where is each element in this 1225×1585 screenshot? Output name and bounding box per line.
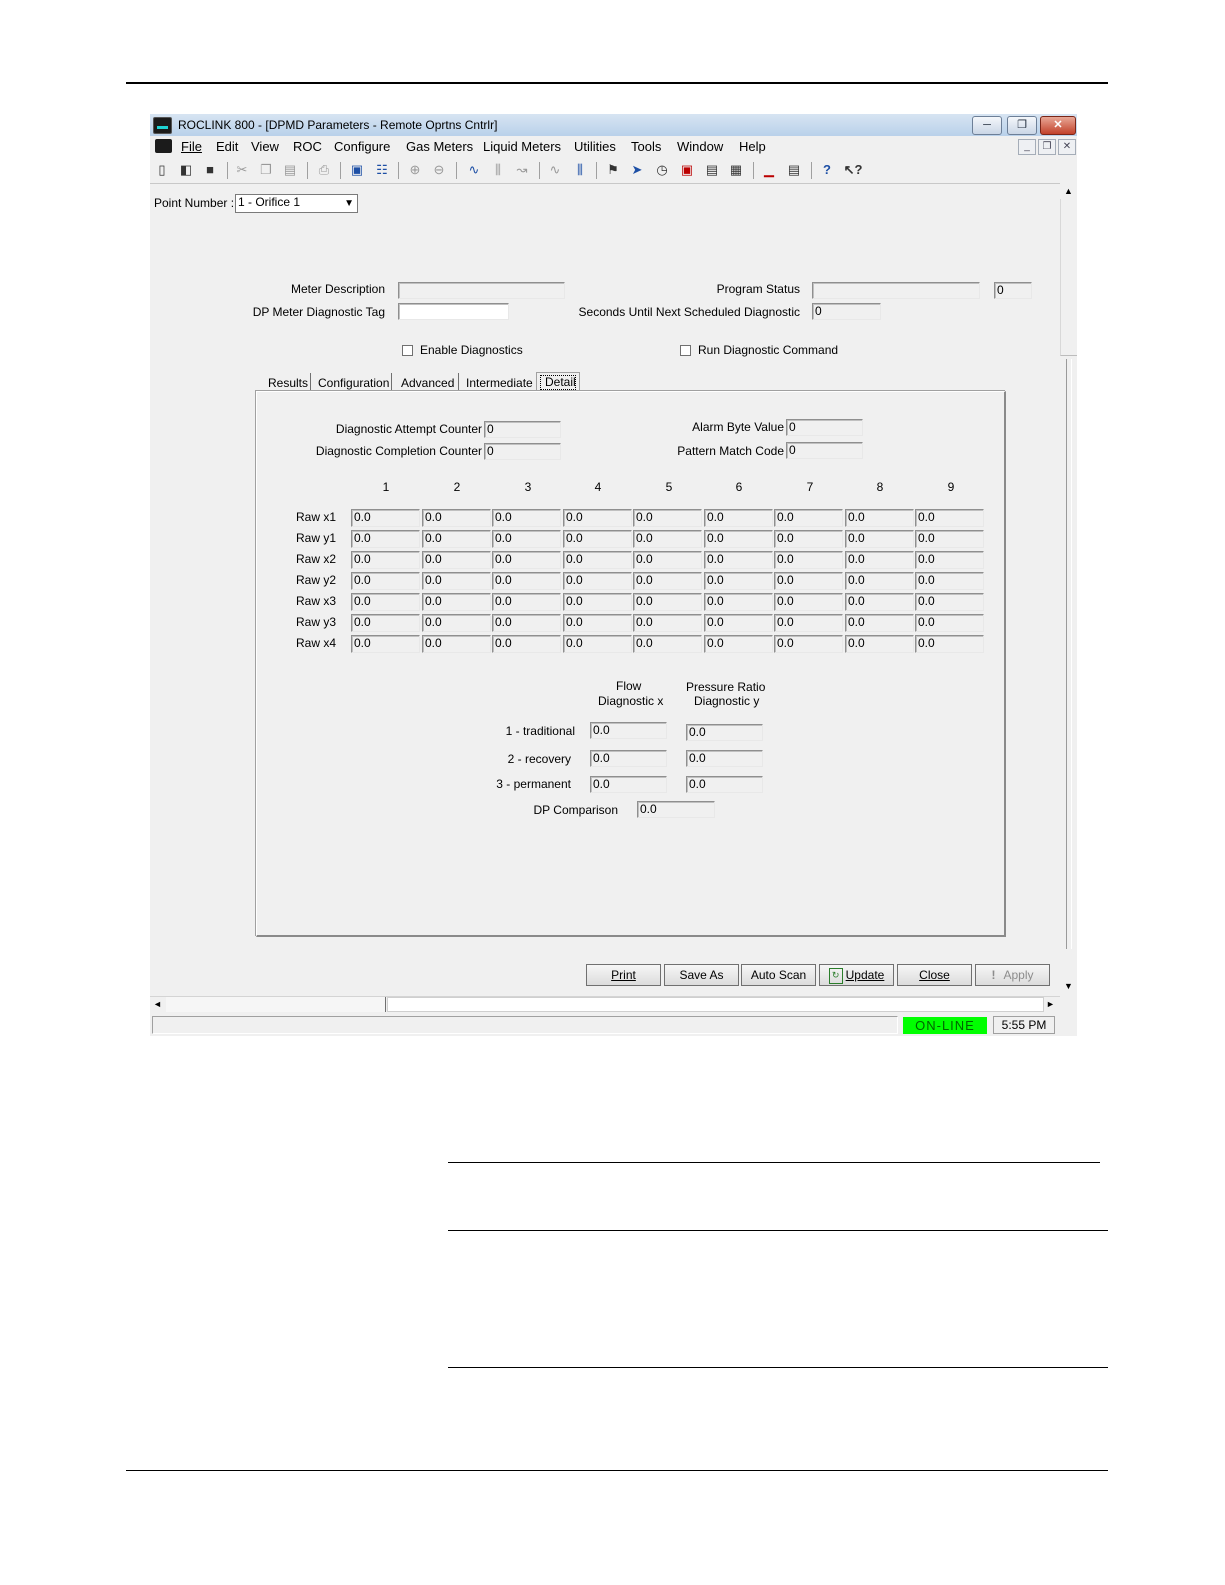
title-bar[interactable] [150,114,1077,136]
raw-cell-field[interactable]: 0.0 [633,509,702,527]
raw-cell-field[interactable]: 0.0 [845,635,914,653]
run-diagnostic-label: Run Diagnostic Command [698,343,839,357]
enable-diagnostics-checkbox[interactable] [402,345,413,356]
raw-cell-field[interactable]: 0.0 [774,572,843,590]
auto-scan-button-label: Auto Scan [750,968,807,982]
column-header: 9 [947,480,955,494]
chevron-down-icon[interactable]: ▼ [344,198,354,209]
raw-cell-field[interactable]: 0.0 [774,551,843,569]
raw-cell-field[interactable]: 0.0 [704,593,773,611]
application-window [150,114,1077,1036]
raw-cell-field[interactable]: 0.0 [422,509,491,527]
raw-cell-field[interactable]: 0.0 [845,572,914,590]
attempt-counter-field[interactable]: 0 [484,421,561,438]
alarm-byte-label: Alarm Byte Value [692,420,784,434]
program-status-field[interactable] [812,282,980,299]
menu-file[interactable] [181,139,202,154]
vertical-scroll-track[interactable] [1066,359,1072,949]
flow-diag-x-field[interactable]: 0.0 [590,722,667,739]
raw-cell-field[interactable]: 0.0 [563,509,632,527]
online-status-badge: ON-LINE [903,1017,987,1034]
maximize-button[interactable]: ❐ [1007,116,1037,135]
raw-row-label: Raw x1 [296,510,337,524]
pressure-diag-y-field[interactable]: 0.0 [686,750,763,767]
raw-cell-field[interactable]: 0.0 [915,614,984,632]
raw-cell-field[interactable]: 0.0 [915,530,984,548]
raw-cell-field[interactable]: 0.0 [774,593,843,611]
document-rule [448,1367,1108,1368]
seconds-until-next-field[interactable]: 0 [812,303,881,320]
toolbar-separator [227,162,228,179]
raw-cell-field[interactable]: 0.0 [563,635,632,653]
dp-tag-label: DP Meter Diagnostic Tag [252,305,385,319]
refresh-icon: ↻ [829,968,843,984]
raw-cell-field[interactable]: 0.0 [845,551,914,569]
toolbar [150,157,1077,184]
point-number-label: Point Number : [154,196,235,210]
menu-bar [150,136,1077,157]
raw-cell-field[interactable]: 0.0 [915,572,984,590]
raw-cell-field[interactable]: 0.0 [492,593,561,611]
auto-scan-button[interactable] [741,964,816,986]
clock-icon[interactable]: ◷ [656,162,668,177]
save-as-button-label: Save As [679,968,724,982]
menu-roc[interactable]: ROC [293,139,322,154]
run-diagnostic-checkbox[interactable] [680,345,691,356]
raw-cell-field[interactable]: 0.0 [563,530,632,548]
tree-icon[interactable]: ☷ [376,162,388,177]
program-status-label: Program Status [716,282,800,296]
raw-cell-field[interactable]: 0.0 [351,572,420,590]
column-header: 8 [876,480,884,494]
raw-cell-field[interactable]: 0.0 [492,530,561,548]
status-pane-main [152,1016,898,1034]
update-button[interactable] [819,964,894,986]
io-icon[interactable]: ⫼ [495,162,501,177]
seconds-until-next-label: Seconds Until Next Scheduled Diagnostic [578,305,800,319]
point-number-value: 1 - Orifice 1 [238,195,301,209]
raw-row-label: Raw x2 [296,552,337,566]
raw-cell-field[interactable]: 0.0 [704,572,773,590]
page-bottom-rule [126,1470,1108,1471]
toolbar-separator [398,162,399,179]
raw-cell-field[interactable]: 0.0 [845,593,914,611]
raw-cell-field[interactable]: 0.0 [563,614,632,632]
raw-row-label: Raw y2 [296,573,337,587]
window-title: ROCLINK 800 - [DPMD Parameters - Remote Oprtns Cntrlr] [178,118,498,132]
apply-button[interactable] [975,964,1050,986]
column-header: 5 [665,480,673,494]
print-button[interactable] [586,964,661,986]
meter-description-field[interactable] [398,282,565,299]
scroll-up-icon[interactable]: ▲ [1064,186,1073,196]
flow-diag-x-field[interactable]: 0.0 [590,776,667,793]
open-folder-icon[interactable]: ◧ [179,162,193,177]
tab-intermediate[interactable]: Intermediate [466,376,533,390]
pressure-header-line2: Diagnostic y [694,694,760,708]
raw-cell-field[interactable]: 0.0 [915,635,984,653]
context-help-icon[interactable]: ↖? [843,162,863,177]
wave-icon[interactable]: ∿ [549,162,561,177]
raw-cell-field[interactable]: 0.0 [351,551,420,569]
toolbar-separator [539,162,540,179]
document-rule [448,1162,1100,1163]
raw-cell-field[interactable]: 0.0 [915,509,984,527]
menu-view[interactable]: View [251,139,279,154]
cut-icon[interactable]: ✂ [236,162,248,177]
menu-gas-meters[interactable]: Gas Meters [406,139,474,154]
close-button-label: Close [919,968,950,982]
vertical-scrollbar[interactable] [1060,183,1077,994]
raw-cell-field[interactable]: 0.0 [492,614,561,632]
raw-cell-field[interactable]: 0.0 [633,635,702,653]
new-file-icon[interactable]: ▯ [158,162,166,177]
copy-icon[interactable]: ❐ [260,162,272,177]
toolbar-separator [340,162,341,179]
raw-cell-field[interactable]: 0.0 [422,614,491,632]
menu-help[interactable]: Help [739,139,766,154]
menu-tools[interactable]: Tools [631,139,662,154]
raw-cell-field[interactable]: 0.0 [351,593,420,611]
mdi-minimize-button[interactable]: _ [1018,139,1036,155]
raw-cell-field[interactable]: 0.0 [633,551,702,569]
raw-cell-field[interactable]: 0.0 [633,530,702,548]
zoom-out-icon[interactable]: ⊖ [433,162,445,177]
tab-detail-label: Detail [545,375,576,389]
menu-file-label: File [181,139,202,154]
document-rule [448,1230,1108,1231]
raw-cell-field[interactable]: 0.0 [845,614,914,632]
zoom-in-icon[interactable]: ⊕ [409,162,421,177]
column-header: 1 [382,480,390,494]
meter-description-label: Meter Description [290,282,385,296]
detail-panel [256,391,1006,937]
raw-cell-field[interactable]: 0.0 [351,614,420,632]
apply-button-label: Apply [1003,968,1034,982]
raw-cell-field[interactable]: 0.0 [774,530,843,548]
document-icon[interactable] [155,139,172,153]
raw-cell-field[interactable]: 0.0 [563,572,632,590]
status-time: 5:55 PM [993,1016,1055,1034]
dp-comparison-field[interactable]: 0.0 [637,801,715,818]
raw-row-label: Raw x3 [296,594,337,608]
raw-cell-field[interactable]: 0.0 [422,572,491,590]
program-status-code-field[interactable]: 0 [994,282,1032,299]
completion-counter-label: Diagnostic Completion Counter [315,444,482,458]
toolbar-separator [307,162,308,179]
close-window-button[interactable]: ✕ [1040,116,1076,135]
scroll-left-icon[interactable]: ◄ [153,999,162,1009]
raw-cell-field[interactable]: 0.0 [704,509,773,527]
scroll-down-icon[interactable]: ▼ [1064,981,1073,991]
raw-cell-field[interactable]: 0.0 [704,551,773,569]
update-button-label: Update [845,968,885,982]
raw-cell-field[interactable]: 0.0 [422,593,491,611]
scroll-right-icon[interactable]: ► [1046,999,1055,1009]
raw-cell-field[interactable]: 0.0 [915,593,984,611]
print-button-label: Print [611,968,636,982]
chart-icon[interactable]: ▁ [764,162,774,177]
status-bar [150,1014,1077,1036]
raw-row-label: Raw x4 [296,636,337,650]
raw-cell-field[interactable]: 0.0 [492,572,561,590]
menu-edit[interactable]: Edit [216,139,239,154]
column-header: 3 [524,480,532,494]
raw-cell-field[interactable]: 0.0 [774,614,843,632]
raw-cell-field[interactable]: 0.0 [633,614,702,632]
tab-separator [458,373,459,391]
raw-cell-field[interactable]: 0.0 [492,509,561,527]
toolbar-separator [596,162,597,179]
horizontal-scroll-thumb[interactable] [387,997,1044,1012]
flag-icon[interactable]: ⚑ [607,162,619,177]
raw-cell-field[interactable]: 0.0 [422,551,491,569]
raw-cell-field[interactable]: 0.0 [915,551,984,569]
raw-cell-field[interactable]: 0.0 [492,551,561,569]
report-icon[interactable]: ▤ [705,162,719,177]
raw-cell-field[interactable]: 0.0 [633,593,702,611]
exclamation-icon: ! [991,968,996,982]
save-icon[interactable]: ■ [206,162,214,177]
notes-icon[interactable]: ▤ [787,162,801,177]
raw-cell-field[interactable]: 0.0 [774,635,843,653]
flow-header-line1: Flow [616,679,642,693]
connect-icon[interactable]: ▣ [350,162,364,177]
point-number-select[interactable] [235,194,358,213]
column-header: 6 [735,480,743,494]
toolbar-separator [456,162,457,179]
tab-configuration[interactable]: Configuration [318,376,390,390]
raw-cell-field[interactable]: 0.0 [351,509,420,527]
menu-configure[interactable]: Configure [334,139,391,154]
attempt-counter-label: Diagnostic Attempt Counter [335,422,482,436]
flow-diag-x-field[interactable]: 0.0 [590,750,667,767]
close-button[interactable] [897,964,972,986]
display-icon[interactable]: ▣ [680,162,694,177]
raw-cell-field[interactable]: 0.0 [704,614,773,632]
tab-advanced[interactable]: Advanced [401,376,455,390]
tab-results[interactable]: Results [268,376,309,390]
vertical-scroll-thumb[interactable] [1060,199,1077,356]
enable-diagnostics-label: Enable Diagnostics [420,343,523,357]
menu-window[interactable]: Window [677,139,724,154]
mdi-close-button[interactable]: ✕ [1058,139,1076,155]
raw-cell-field[interactable]: 0.0 [492,635,561,653]
raw-cell-field[interactable]: 0.0 [774,509,843,527]
raw-cell-field[interactable]: 0.0 [422,635,491,653]
menu-liquid-meters[interactable]: Liquid Meters [483,139,562,154]
diag-row-label: 3 - permanent [496,777,571,791]
column-header: 4 [594,480,602,494]
paste-icon[interactable]: ▤ [283,162,297,177]
app-icon [153,117,172,134]
raw-cell-field[interactable]: 0.0 [563,551,632,569]
horizontal-scroll-track[interactable] [166,997,386,1012]
raw-row-label: Raw y3 [296,615,337,629]
raw-cell-field[interactable]: 0.0 [633,572,702,590]
help-icon[interactable]: ? [823,162,831,177]
raw-cell-field[interactable]: 0.0 [563,593,632,611]
link-icon[interactable]: ↝ [516,162,528,177]
toolbar-separator [811,162,812,179]
trend-icon[interactable]: ∿ [468,162,480,177]
horizontal-scrollbar[interactable] [150,996,1060,1014]
dp-meter-diagnostic-tag-input[interactable] [398,303,509,320]
raw-cell-field[interactable]: 0.0 [351,530,420,548]
raw-cell-field[interactable]: 0.0 [351,635,420,653]
arrow-icon[interactable]: ➤ [631,162,643,177]
raw-cell-field[interactable]: 0.0 [704,635,773,653]
column-header: 7 [806,480,814,494]
pressure-diag-y-field[interactable]: 0.0 [686,776,763,793]
pressure-diag-y-field[interactable]: 0.0 [686,724,763,741]
pressure-header-line1: Pressure Ratio [686,680,766,694]
diag-row-label: 2 - recovery [507,752,571,766]
pattern-match-label: Pattern Match Code [677,444,784,458]
pattern-match-field[interactable]: 0 [786,442,863,459]
flow-header-line2: Diagnostic x [598,694,664,708]
bars-icon[interactable]: ⫼ [577,162,583,177]
save-as-button[interactable] [664,964,739,986]
raw-cell-field[interactable]: 0.0 [845,509,914,527]
tab-separator [310,373,311,391]
menu-utilities[interactable]: Utilities [574,139,616,154]
raw-cell-field[interactable]: 0.0 [422,530,491,548]
dp-comparison-label: DP Comparison [533,803,618,817]
raw-cell-field[interactable]: 0.0 [845,530,914,548]
mdi-restore-button[interactable]: ❐ [1038,139,1056,155]
diag-row-label: 1 - traditional [505,724,575,738]
edit-icon[interactable]: ▦ [729,162,743,177]
minimize-button[interactable]: ─ [972,116,1002,135]
toolbar-separator [753,162,754,179]
tab-detail[interactable] [536,372,580,391]
page-top-rule [126,82,1108,84]
column-header: 2 [453,480,461,494]
raw-row-label: Raw y1 [296,531,337,545]
print-icon[interactable]: ⎙ [318,162,330,177]
raw-cell-field[interactable]: 0.0 [704,530,773,548]
tab-separator [391,373,392,391]
completion-counter-field[interactable]: 0 [484,443,561,460]
alarm-byte-field[interactable]: 0 [786,419,863,436]
